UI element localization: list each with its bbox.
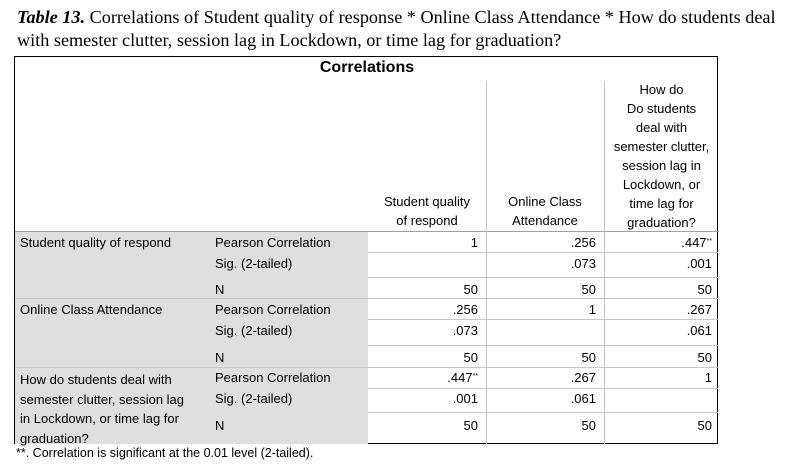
stat-label: Pearson Correlation [215,370,331,385]
col-header-3-line: time lag for [629,196,694,211]
table-cell: 50 [581,418,596,433]
col-header-2-line: Attendance [512,213,578,228]
correlations-table [14,56,718,444]
table-cell: 50 [581,350,596,365]
col-header-3-line: Do students [626,101,697,116]
col-header-3-line: deal with [635,120,688,135]
table-cell: .073 [452,323,478,338]
cell-value: .447 [447,370,473,385]
table-cell: 50 [697,350,712,365]
grid-line [368,252,719,253]
table-cell: 1 [470,235,478,250]
table-cell: .073 [570,256,596,271]
col-header-1 [368,194,486,229]
col-header-3-line: graduation? [627,215,696,230]
table-cell: 50 [581,282,596,297]
col-header-3-line: semester clutter, [613,139,710,154]
table-cell: 1 [704,370,712,385]
grid-line [368,277,719,278]
table-cell: 50 [463,282,478,297]
stat-label: N [215,282,225,297]
caption-text: Correlations of Student quality of response * Online Class Attendance * How do students deal with semester clutter, session lag in Lockdown, or time lag for graduation? [17,7,776,50]
stat-label: Pearson Correlation [215,235,331,250]
grid-line [368,345,719,346]
col-header-2-line: Online Class [508,194,582,209]
col-header-3 [604,80,719,232]
col-header-3-line: Lockdown, or [622,177,701,192]
table-cell: 50 [697,282,712,297]
col-header-3-line: How do [639,82,684,97]
table-cell: .256 [452,302,478,317]
stat-label: Pearson Correlation [215,302,331,317]
col-header-1-line: of respond [396,213,458,228]
grid-line [15,367,719,368]
row-label: Student quality of respond [20,235,172,250]
significance-flag: ** [472,373,478,380]
table-cell: .001 [686,256,712,271]
table-cell [368,370,478,386]
stat-label: N [215,350,225,365]
table-title: Correlations [319,59,415,76]
table-cell: 50 [697,418,712,433]
table-footnote: **. Correlation is significant at the 0.01 level (2-tailed). [16,446,314,460]
row-label-line: semester clutter, session lag [20,391,185,407]
stat-label: N [215,418,225,433]
col-header-1-line: Student quality [383,194,470,209]
table-cell: .256 [570,235,596,250]
row-label-line: graduation? [20,430,89,446]
stat-label: Sig. (2-tailed) [215,391,293,406]
row-label: Online Class Attendance [20,302,163,317]
row-label [20,370,184,448]
stat-label: Sig. (2-tailed) [215,256,293,271]
col-header-3-line: session lag in [622,158,701,173]
caption-lead: Table 13. [17,7,86,27]
row-label-line: How do students deal with [20,372,172,387]
table-cell: 50 [463,350,478,365]
table-cell: .267 [686,302,712,317]
col-header-2 [486,194,604,229]
table-caption [17,6,787,52]
table-cell: .061 [570,391,596,406]
grid-line [368,388,719,389]
table-cell: 50 [463,418,478,433]
header-divider [15,231,719,232]
table-cell: 1 [588,302,596,317]
table-cell: .061 [686,323,712,338]
cell-value: .447 [681,235,707,250]
significance-flag: ** [706,238,712,245]
stat-label: Sig. (2-tailed) [215,323,293,338]
table-cell [604,235,712,251]
table-cell: .001 [452,391,478,406]
grid-line [368,412,719,413]
table-cell: .267 [570,370,596,385]
grid-line [368,319,719,320]
row-label-line: in Lockdown, or time lag for [20,411,179,426]
grid-line [15,298,719,299]
